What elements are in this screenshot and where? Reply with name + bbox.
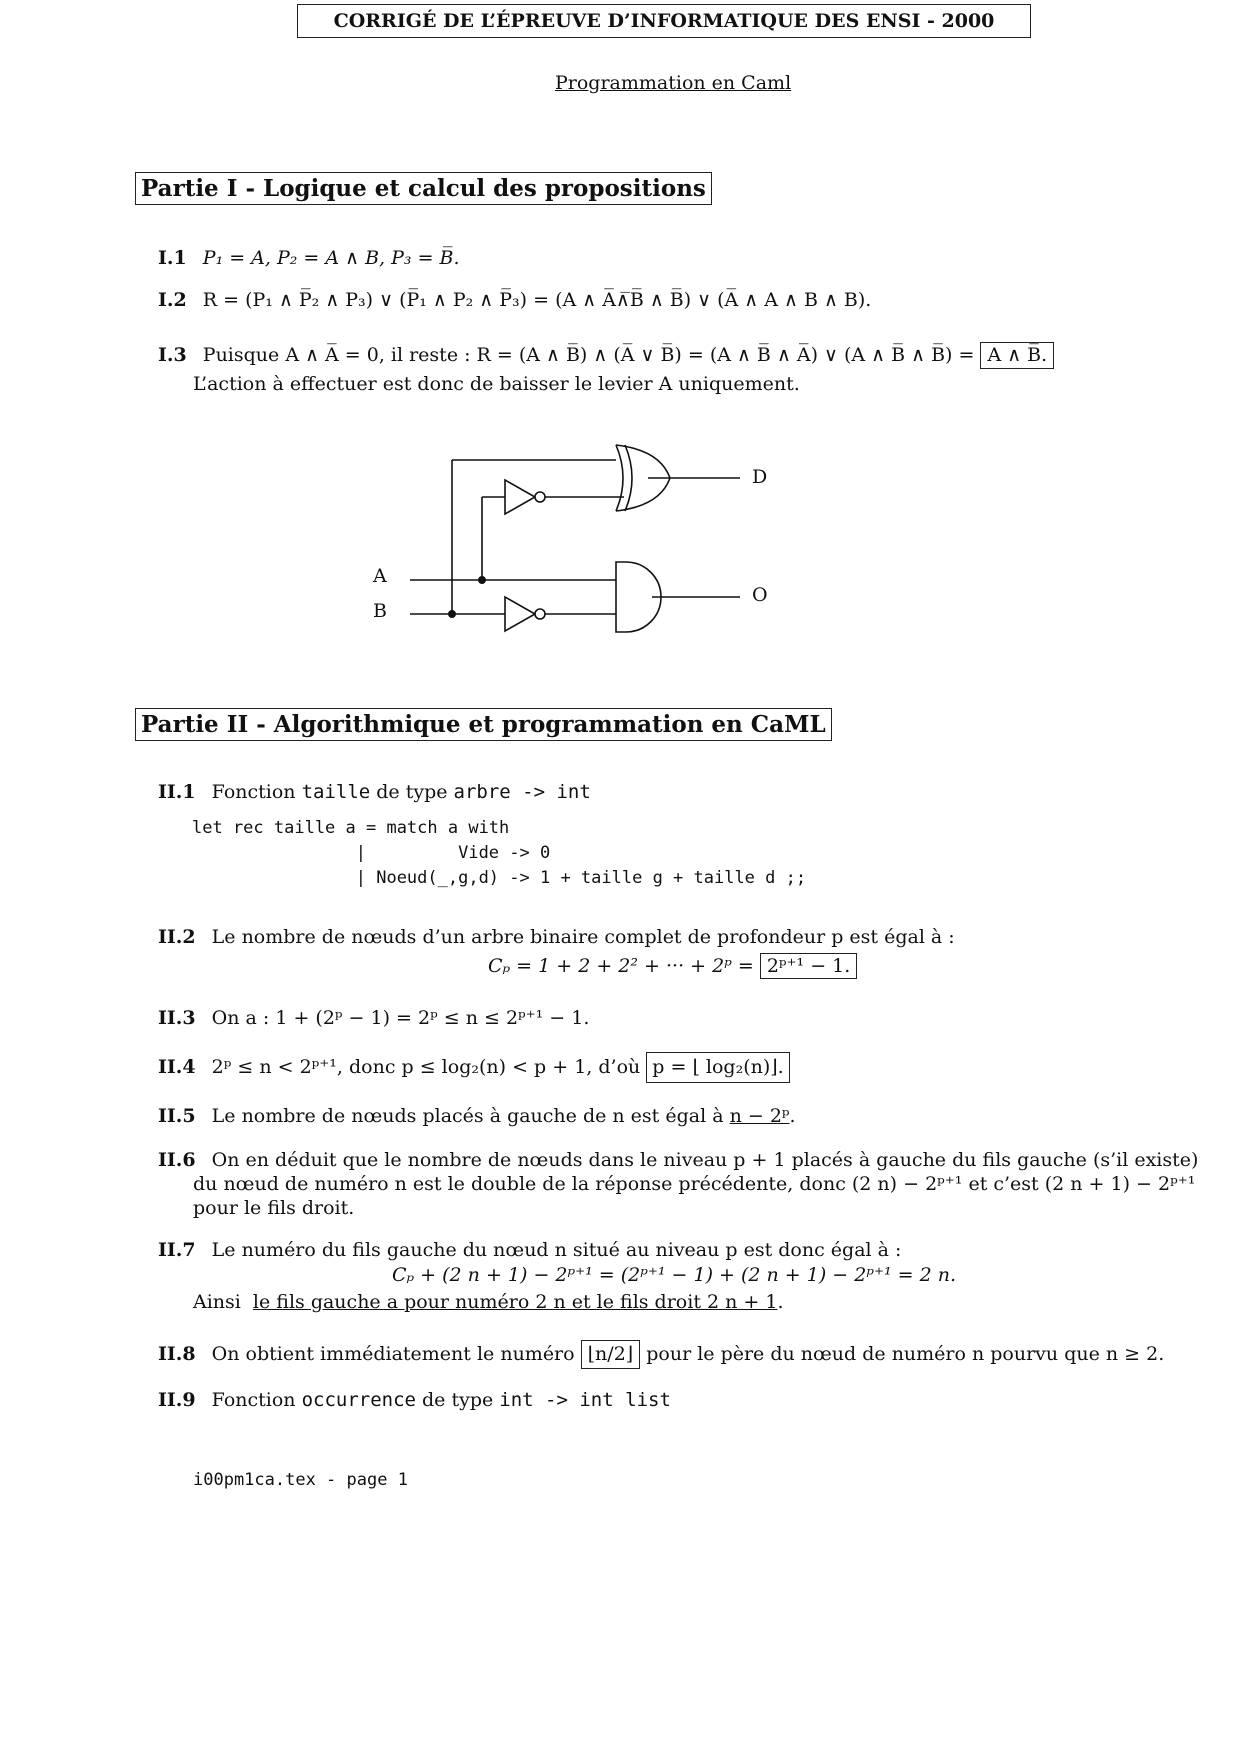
junction-dot [479, 577, 485, 583]
question-ii6-line3: pour le fils droit. [193, 1197, 355, 1219]
question-number: II.7 [158, 1239, 196, 1261]
code-block-taille [192, 816, 806, 891]
question-ii2 [158, 925, 955, 950]
code-line: | Vide -> 0 [192, 843, 551, 863]
question-number: II.3 [158, 1007, 196, 1029]
question-ii7-conclusion [193, 1290, 784, 1315]
question-text: Fonction [211, 1389, 296, 1411]
question-i3-line2: L’action à effectuer est donc de baisser le levier A uniquement. [193, 373, 800, 395]
boxed-answer: 2ᵖ⁺¹ − 1. [760, 953, 857, 979]
question-ii6 [158, 1148, 1198, 1173]
formula: Cₚ = 1 + 2 + 2² + ··· + 2ᵖ = [488, 955, 754, 977]
page-footer: i00pm1ca.tex - page 1 [193, 1470, 408, 1490]
logic-circuit-diagram [360, 430, 810, 660]
question-ii1 [158, 780, 591, 805]
question-text: P₁ = A, P₂ = A ∧ B, P₃ = B̅. [202, 247, 460, 269]
question-i1 [158, 246, 460, 271]
question-i2 [158, 288, 871, 313]
question-text: R = (P₁ ∧ P̅₂ ∧ P₃) ∨ (P̅₁ ∧ P₂ ∧ P̅₃) = (A ∧ A̅∧̅B̅ ∧ B̅) ∨ (A̅ ∧ A ∧ B ∧ B). [202, 289, 872, 311]
circuit-label-d: D [752, 466, 768, 488]
function-name: taille [301, 781, 371, 803]
not-gate-bottom [505, 597, 545, 631]
boxed-answer: p = ⌊ log₂(n)⌋. [646, 1052, 789, 1083]
junction-dot [449, 611, 455, 617]
question-text: pour le père du nœud de numéro n pourvu que n ≥ 2. [646, 1343, 1165, 1365]
question-text: On obtient immédiatement le numéro [211, 1343, 575, 1365]
part2-heading: Partie II - Algorithmique et programmation en CaML [135, 708, 832, 741]
punctuation: . [789, 1105, 796, 1127]
not-gate-top [505, 480, 545, 514]
part1-heading: Partie I - Logique et calcul des propositions [135, 172, 712, 205]
question-text: Le nombre de nœuds placés à gauche de n est égal à [211, 1105, 724, 1127]
question-ii8 [158, 1340, 1164, 1369]
question-number: II.6 [158, 1149, 196, 1171]
question-ii4 [158, 1052, 790, 1083]
question-text: On a : 1 + (2ᵖ − 1) = 2ᵖ ≤ n ≤ 2ᵖ⁺¹ − 1. [211, 1007, 590, 1029]
question-ii7 [158, 1238, 901, 1263]
boxed-answer: A ∧ B̅. [980, 342, 1054, 369]
question-number: I.3 [158, 344, 187, 366]
question-i3 [158, 342, 1054, 369]
question-number: II.8 [158, 1343, 196, 1365]
question-number: II.4 [158, 1056, 196, 1078]
question-ii6-line2: du nœud de numéro n est le double de la réponse précédente, donc (2 n) − 2ᵖ⁺¹ et c’est (2 n + 1) − 2ᵖ⁺¹ [193, 1173, 1196, 1195]
question-text: Ainsi [193, 1291, 241, 1313]
question-number: II.2 [158, 926, 196, 948]
question-text: On en déduit que le nombre de nœuds dans le niveau p + 1 placés à gauche du fils gauche (s’il existe) [211, 1149, 1199, 1171]
circuit-label-b: B [373, 600, 387, 622]
question-number: II.9 [158, 1389, 196, 1411]
underlined-answer: le fils gauche a pour numéro 2 n et le fils droit 2 n + 1 [252, 1291, 778, 1313]
question-number: II.1 [158, 781, 196, 803]
question-text: Puisque A ∧ A̅ = 0, il reste : R = (A ∧ B̅) ∧ (A̅ ∨ B̅) = (A ∧ B̅ ∧ A̅) ∨ (A ∧ B̅ ∧ B̅) = [202, 344, 975, 366]
code-line: | Noeud(_,g,d) -> 1 + taille g + taille d ;; [192, 868, 807, 888]
question-ii9 [158, 1388, 671, 1413]
code-line: let rec taille a = match a with [192, 818, 510, 838]
circuit-wires [410, 460, 740, 614]
question-text: 2ᵖ ≤ n < 2ᵖ⁺¹, donc p ≤ log₂(n) < p + 1, d’où [211, 1056, 641, 1078]
boxed-answer: ⌊n/2⌋ [581, 1340, 641, 1369]
question-ii5 [158, 1104, 796, 1129]
underlined-answer: n − 2ᵖ [729, 1105, 790, 1127]
question-number: II.5 [158, 1105, 196, 1127]
question-text: Fonction [211, 781, 296, 803]
question-text: Le numéro du fils gauche du nœud n situé au niveau p est donc égal à : [211, 1239, 902, 1261]
circuit-label-o: O [752, 584, 768, 606]
question-text: de type [422, 1389, 494, 1411]
question-ii3 [158, 1006, 589, 1031]
question-number: I.2 [158, 289, 187, 311]
question-number: I.1 [158, 247, 187, 269]
question-text: de type [376, 781, 448, 803]
punctuation: . [777, 1291, 784, 1313]
formula-ii7: Cₚ + (2 n + 1) − 2ᵖ⁺¹ = (2ᵖ⁺¹ − 1) + (2 n + 1) − 2ᵖ⁺¹ = 2 n. [392, 1264, 956, 1286]
function-type: arbre -> int [453, 781, 591, 803]
function-name: occurrence [301, 1389, 416, 1411]
formula-ii2 [488, 953, 857, 979]
document-title: CORRIGÉ DE L’ÉPREUVE D’INFORMATIQUE DES ENSI - 2000 [297, 4, 1031, 38]
question-text: Le nombre de nœuds d’un arbre binaire complet de profondeur p est égal à : [211, 926, 955, 948]
function-type: int -> int list [499, 1389, 671, 1411]
circuit-label-a: A [373, 565, 387, 587]
document-subtitle: Programmation en Caml [555, 72, 792, 94]
